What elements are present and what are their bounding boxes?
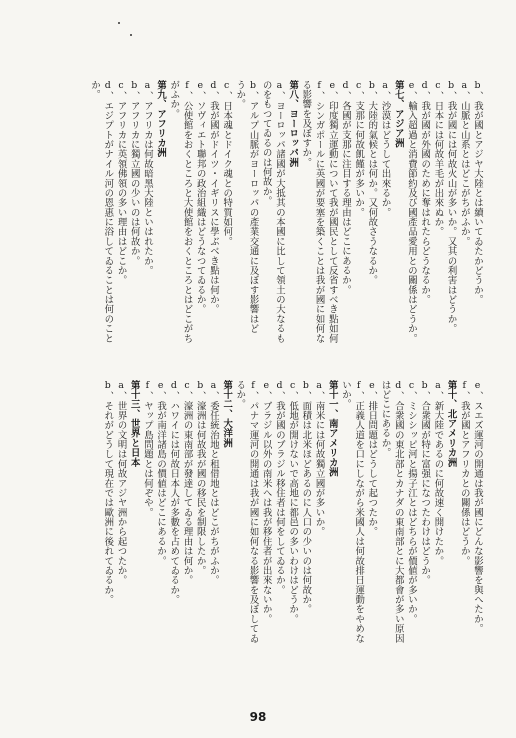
question-line: うか。 (234, 80, 246, 110)
ink-speck (118, 22, 120, 24)
question-line: f、正義人道を口にしながら米國人は何故排日運動をやめな (353, 380, 365, 644)
question-line: f、公使館をおくところと大使館をおくところとはどこがち (181, 80, 193, 344)
question-line: いか。 (339, 380, 351, 410)
question-line: e、我が南洋諸島の價値はどこにあるか。 (155, 380, 167, 566)
question-line: d、各國が支那に注目する理由はどこにあるか。 (339, 80, 351, 295)
question-line: c、日本には何故羊毛が出來ぬか。 (432, 80, 444, 237)
question-line: d、ハワイには何故日本人が多數を占めてゐるか。 (168, 380, 180, 605)
question-line: a、沙漠はどうして出來るか。 (379, 80, 391, 218)
page-number: 98 (249, 710, 267, 724)
section-heading: 第八、ヨーロッパ洲 (287, 80, 299, 168)
question-line: b、我が國とアジヤ大陸とは續いてゐたかどうか。 (472, 80, 483, 305)
section-heading: 第十一、南アメリカ洲 (326, 380, 338, 477)
question-line: c、支那に何故飢饉が多いか。 (353, 80, 365, 218)
ink-speck (130, 34, 132, 36)
question-line: c、ミシシッピ河と揚子江とはどちらが價値が多いか。 (405, 380, 417, 624)
question-line: a、アフリカは何故暗黑大陸といはれたか。 (141, 80, 153, 276)
question-line: f、シンガポールに英國が要塞を築くことは我が國に如何な (313, 80, 325, 344)
lower-text-block (34, 380, 484, 670)
question-line: a、山脈と山系とはどこがちがふか。 (458, 80, 470, 247)
question-line: e、ブラジル以外の南米へは我が移住者が出來ないか。 (260, 380, 272, 624)
question-line: f、パナマ運河の開通は我が國に如何なる影響を及ぼしてゐ (247, 380, 259, 644)
question-line: か。 (89, 80, 101, 100)
question-line: c、濠洲の東南部が發達してゐる理由は何か。 (181, 380, 193, 586)
question-line: b、大陸的氣候とは何か。又何故さうなるか。 (366, 80, 378, 286)
section-heading: 第九、アフリカ洲 (155, 80, 167, 158)
question-line: b、それがどうして現在では歐洲に後れてゐるか。 (102, 380, 114, 605)
question-line: a、南米には何故獨立國が多いか。 (313, 380, 325, 537)
question-line: d、我が國のブラジル移住者は何をしてゐるか。 (273, 380, 285, 595)
question-line: a、委任統治地と租借地とはどこがちがふか。 (207, 380, 219, 586)
question-line: d、我が國がドイツ・イギリスに學ぶべき點は何か。 (207, 80, 219, 315)
question-line: c、アフリカに英領佛領の多い理由はどこか。 (115, 80, 127, 286)
section-heading: 第七、アジア洲 (392, 80, 404, 148)
question-line: d、合衆國の東北部とカナダの東南部とに大都會が多い原因 (392, 380, 404, 644)
question-line: b、アフリカに獨立國の少いのは何故か。 (128, 80, 140, 266)
question-line: f、我が國とアフリカとの關係はどうか。 (458, 380, 470, 566)
question-line: a、新大陸であるのに何故速く開けたか。 (432, 380, 444, 566)
question-line: c、日本魂とドイク魂との特質如何。 (221, 80, 233, 247)
question-line: はどこにあるか。 (379, 380, 391, 458)
upper-text-block (34, 80, 484, 370)
question-line: b、合衆國が特に富强になつたわけはどうか。 (419, 380, 431, 586)
question-line: a、世界の文明は何故アジヤ洲から起つたか。 (115, 380, 127, 586)
question-line: d、我が國が外國のために奪はれたらどうなるか。 (419, 80, 431, 305)
section-heading: 第十、北アメリカ洲 (445, 380, 457, 468)
question-line: るか。 (234, 380, 246, 410)
question-line: のをもつてゐるのは何故か。 (260, 80, 272, 206)
question-line: b、面積は北米ほどあるのに人口の少いのは何故か。 (300, 380, 312, 615)
question-line: e、スエズ運河の開通は我が國にどんな影響を與へたか。 (472, 380, 483, 634)
question-line: e、印度獨立運動について我が國民として反省すべき點如何 (326, 80, 338, 344)
question-line: e、輸入超過と消費節約及び國產品愛用との關係はどうか。 (405, 80, 417, 344)
question-line: f、ヤップ島問題とは何ぞや。 (141, 380, 153, 518)
section-heading: 第十二、大洋洲 (221, 380, 233, 448)
question-line: d、エジプトがナイル河の恩惠に浴してゐることは何のこと (102, 80, 114, 344)
question-line: る影響を及ぼすか。 (300, 80, 312, 168)
question-line: c、低地が開けないで高地に都邑の多いわけはどうか。 (287, 380, 299, 624)
question-line: がふか。 (168, 80, 180, 119)
question-line: e、ソヴィエト聯邦の政治組織はどうなつてゐるか。 (194, 80, 206, 315)
question-line: b、濠洲は何故我が國の移民を制限したか。 (194, 380, 206, 576)
section-heading: 第十三、世界と日本 (128, 380, 140, 468)
question-line: e、排日問題はどうして起つたか。 (366, 380, 378, 537)
question-line: b、我が國には何故火山が多いか。又其の利害はどうか。 (445, 80, 457, 334)
question-line: a、ヨーロッパ諸國が大抵其の本國に比して領土の大なるも (273, 80, 285, 344)
question-line: b、アルプ山脈がヨーロッパの產業交通に及ぼす影響はど (247, 80, 259, 334)
